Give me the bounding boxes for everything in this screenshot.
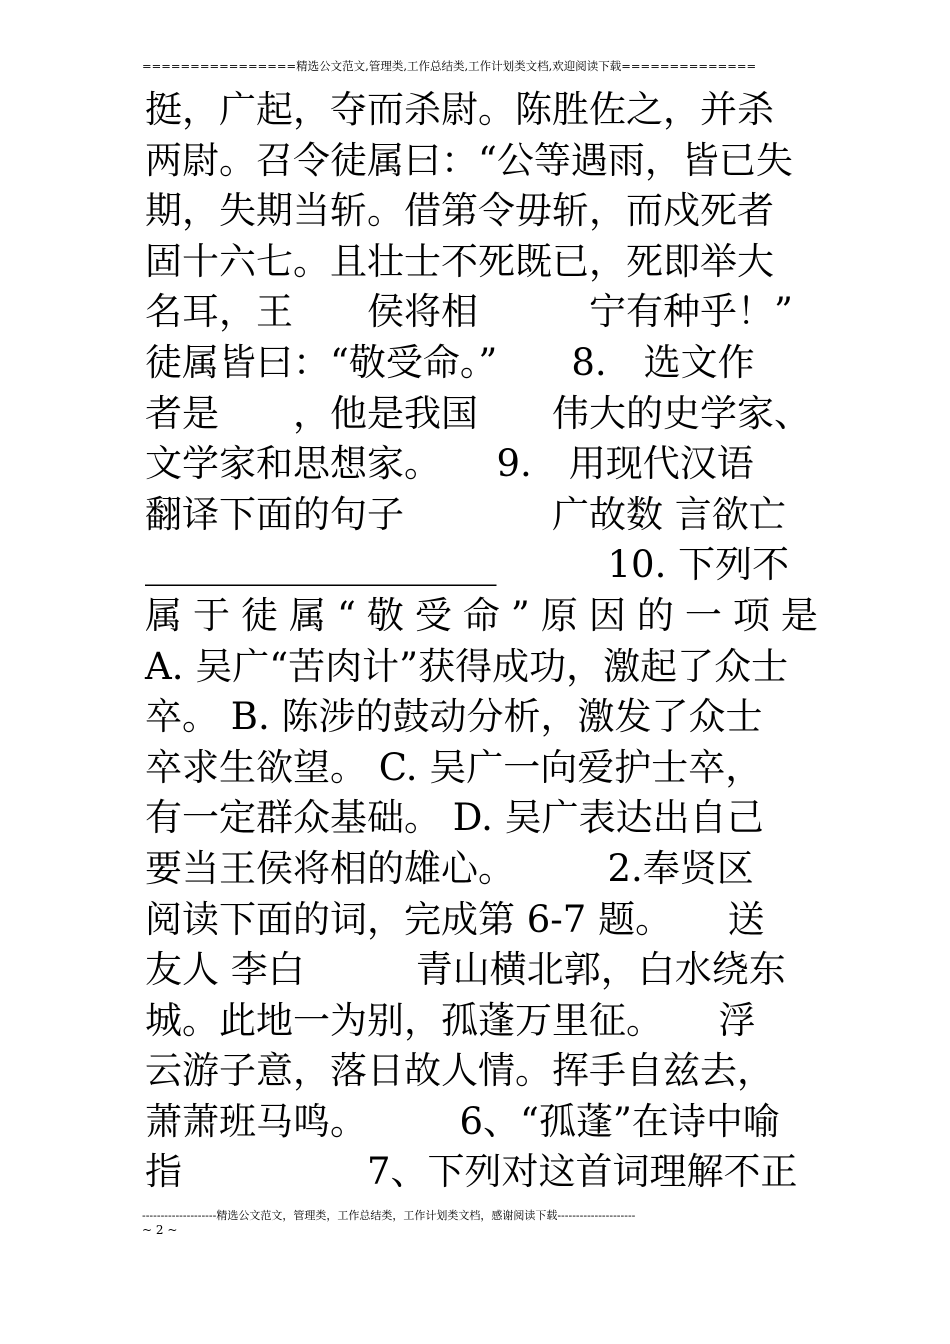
- text-line: 卒。 B. 陈涉的鼓动分析，激发了众士: [145, 695, 763, 739]
- text-line: 属于徒属“敬受命”原因的一项是: [145, 593, 829, 637]
- text-line: 萧萧班马鸣。 6、“孤蓬”在诗中喻: [145, 1099, 780, 1143]
- text-line: 固十六七。且壮士不死既已，死即举大: [145, 239, 774, 283]
- page-header: ================精选公文范文,管理类,工作总结类,工作计划类文档,欢迎阅读下载==============: [142, 59, 757, 73]
- text-line: 指 7、下列对这首词理解不正: [145, 1150, 798, 1194]
- body-text: [145, 85, 829, 1198]
- text-line: 名耳，王 侯将相 宁有种乎！”: [145, 290, 793, 334]
- text-line: 友人 李白 青山横北郭，白水绕东: [145, 948, 786, 992]
- text-line: 期，失期当斩。借第令毋斩，而戍死者: [145, 189, 774, 233]
- text-line: 要当王侯将相的雄心。 2.奉贤区: [145, 846, 754, 890]
- page-number: ~ 2 ~: [142, 1223, 178, 1237]
- text-line: A. 吴广“苦肉计”获得成功，激起了众士: [145, 644, 789, 688]
- text-line: 城。此地一为别，孤蓬万里征。 浮: [145, 998, 756, 1042]
- text-line: 阅读下面的词，完成第 6-7 题。 送: [145, 897, 765, 941]
- text-line: 徒属皆曰：“敬受命。” 8. 选文作: [145, 340, 755, 384]
- text-line: 文学家和思想家。 9. 用现代汉语: [145, 442, 754, 486]
- text-line: 卒求生欲望。 C. 吴广一向爱护士卒，: [145, 745, 763, 789]
- text-line: ___________________ 10. 下列不: [145, 543, 790, 587]
- text-line: 挺，广起，夺而杀尉。陈胜佐之，并杀: [145, 88, 774, 131]
- text-line: 有一定群众基础。 D. 吴广表达出自己: [145, 796, 764, 840]
- text-line: 翻译下面的句子 广故数 言欲亡: [145, 492, 786, 536]
- text-line: 者是 ，他是我国 伟大的史学家、: [145, 391, 811, 435]
- page-footer: --------------------精选公文范文，管理类，工作总结类，工作计划类文档，感谢阅读下载---------------------: [142, 1209, 636, 1222]
- text-line: 两尉。召令徒属曰：“公等遇雨，皆已失: [145, 138, 793, 182]
- text-line: 云游子意，落日故人情。挥手自兹去，: [145, 1049, 774, 1093]
